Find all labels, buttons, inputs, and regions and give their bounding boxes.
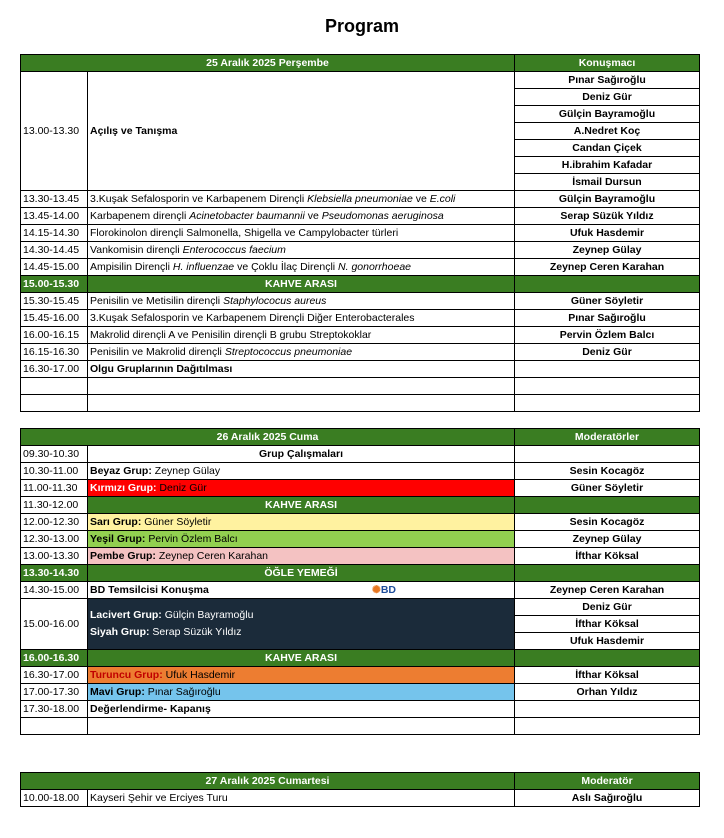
table-row bbox=[21, 599, 700, 616]
table-row bbox=[21, 790, 700, 807]
time-cell: 14.45-15.00 bbox=[21, 259, 88, 276]
time-cell: 12.30-13.00 bbox=[21, 531, 88, 548]
table-row bbox=[21, 582, 700, 599]
group-cell-blue: Mavi Grup: Pınar Sağıroğlu bbox=[88, 684, 515, 701]
time-cell: 17.30-18.00 bbox=[21, 701, 88, 718]
moderator-name: İfthar Köksal bbox=[515, 667, 700, 684]
moderator-name: Orhan Yıldız bbox=[515, 684, 700, 701]
moderator-name: Sesin Kocagöz bbox=[515, 514, 700, 531]
coffee-break-row bbox=[21, 497, 700, 514]
speaker-name: Serap Süzük Yıldız bbox=[515, 208, 700, 225]
time-cell: 16.15-16.30 bbox=[21, 344, 88, 361]
speaker-name: Deniz Gür bbox=[515, 89, 700, 106]
table-row bbox=[21, 684, 700, 701]
talk-title: Makrolid dirençli A ve Penisilin dirençli B grubu Streptokoklar bbox=[88, 327, 515, 344]
time-cell: 13.45-14.00 bbox=[21, 208, 88, 225]
table-row bbox=[21, 463, 700, 480]
table-row bbox=[21, 514, 700, 531]
time-cell: 14.30-15.00 bbox=[21, 582, 88, 599]
time-cell: 09.30-10.30 bbox=[21, 446, 88, 463]
talk-title: Ampisilin Dirençli H. influenzae ve Çoklu İlaç Dirençli N. gonorrhoeae bbox=[88, 259, 515, 276]
time-cell: 13.00-13.30 bbox=[21, 548, 88, 565]
group-cell-orange: Turuncu Grup: Ufuk Hasdemir bbox=[88, 667, 515, 684]
break-label: KAHVE ARASI bbox=[88, 650, 515, 667]
time-cell: 15.00-15.30 bbox=[21, 276, 88, 293]
moderator-name: Güner Söyletir bbox=[515, 480, 700, 497]
time-cell: 15.00-16.00 bbox=[21, 599, 88, 650]
speaker-name: Gülçin Bayramoğlu bbox=[515, 106, 700, 123]
lunch-row bbox=[21, 565, 700, 582]
table-row bbox=[21, 259, 700, 276]
moderator-name: İfthar Köksal bbox=[515, 548, 700, 565]
group-cell-red: Kırmızı Grup: Deniz Gür bbox=[88, 480, 515, 497]
day1-date-header: 25 Aralık 2025 Perşembe bbox=[21, 55, 515, 72]
speaker-column-header: Konuşmacı bbox=[515, 55, 700, 72]
time-cell: 13.00-13.30 bbox=[21, 72, 88, 191]
time-cell: 16.00-16.15 bbox=[21, 327, 88, 344]
moderator-name: Zeynep Ceren Karahan bbox=[515, 582, 700, 599]
time-cell: 15.30-15.45 bbox=[21, 293, 88, 310]
lunch-label: ÖĞLE YEMEĞİ bbox=[88, 565, 515, 582]
speaker-name: Ufuk Hasdemir bbox=[515, 225, 700, 242]
group-cell: Beyaz Grup: Zeynep Gülay bbox=[88, 463, 515, 480]
talk-title: Penisilin ve Metisilin dirençli Staphylococus aureus bbox=[88, 293, 515, 310]
moderator-column-header: Moderatörler bbox=[515, 429, 700, 446]
table-row bbox=[21, 310, 700, 327]
group-cell-yellow: Sarı Grup: Güner Söyletir bbox=[88, 514, 515, 531]
group-cell-navy: Lacivert Grup: Gülçin Bayramoğlu Siyah Grup: Serap Süzük Yıldız bbox=[88, 599, 515, 650]
coffee-break-row bbox=[21, 650, 700, 667]
day2-header-row bbox=[21, 429, 700, 446]
table-row bbox=[21, 446, 700, 463]
speaker-name: Zeynep Ceren Karahan bbox=[515, 259, 700, 276]
table-row bbox=[21, 701, 700, 718]
talk-title: 3.Kuşak Sefalosporin ve Karbapenem Dirençli Diğer Enterobacterales bbox=[88, 310, 515, 327]
time-cell: 17.00-17.30 bbox=[21, 684, 88, 701]
time-cell: 15.45-16.00 bbox=[21, 310, 88, 327]
day3-table bbox=[20, 772, 700, 807]
table-row bbox=[21, 344, 700, 361]
day2-date-header: 26 Aralık 2025 Cuma bbox=[21, 429, 515, 446]
speaker-name: Deniz Gür bbox=[515, 344, 700, 361]
speaker-name: A.Nedret Koç bbox=[515, 123, 700, 140]
talk-title: Florokinolon dirençli Salmonella, Shigella ve Campylobacter türleri bbox=[88, 225, 515, 242]
table-row bbox=[21, 242, 700, 259]
moderator-name: Ufuk Hasdemir bbox=[515, 633, 700, 650]
table-row bbox=[21, 208, 700, 225]
time-cell: 16.30-17.00 bbox=[21, 667, 88, 684]
moderator-name: İfthar Köksal bbox=[515, 616, 700, 633]
speaker-name: Güner Söyletir bbox=[515, 293, 700, 310]
day3-header-row bbox=[21, 773, 700, 790]
day1-header-row bbox=[21, 55, 700, 72]
page-title: Program bbox=[324, 16, 400, 36]
session-title: Olgu Gruplarının Dağıtılması bbox=[88, 361, 515, 378]
talk-title: Karbapenem dirençli Acinetobacter baumannii ve Pseudomonas aeruginosa bbox=[88, 208, 515, 225]
time-cell: 10.00-18.00 bbox=[21, 790, 88, 807]
table-row bbox=[21, 548, 700, 565]
session-cell: BD Temsilcisi Konuşma ✺BD bbox=[88, 582, 515, 599]
time-cell: 16.30-17.00 bbox=[21, 361, 88, 378]
session-title: Açılış ve Tanışma bbox=[88, 72, 515, 191]
time-cell: 13.30-14.30 bbox=[21, 565, 88, 582]
group-cell-pink: Pembe Grup: Zeynep Ceren Karahan bbox=[88, 548, 515, 565]
speaker-name: Pınar Sağıroğlu bbox=[515, 72, 700, 89]
speaker-name: H.ibrahim Kafadar bbox=[515, 157, 700, 174]
table-row bbox=[21, 327, 700, 344]
session-title: Değerlendirme- Kapanış bbox=[88, 701, 515, 718]
moderator-name: Sesin Kocagöz bbox=[515, 463, 700, 480]
day3-date-header: 27 Aralık 2025 Cumartesi bbox=[21, 773, 515, 790]
speaker-name: Pervin Özlem Balcı bbox=[515, 327, 700, 344]
time-cell: 13.30-13.45 bbox=[21, 191, 88, 208]
table-row bbox=[21, 361, 700, 378]
session-title: Grup Çalışmaları bbox=[88, 446, 515, 463]
break-label: KAHVE ARASI bbox=[88, 497, 515, 514]
table-row bbox=[21, 225, 700, 242]
speaker-name: Zeynep Gülay bbox=[515, 242, 700, 259]
table-row bbox=[21, 72, 700, 89]
table-row bbox=[21, 667, 700, 684]
day2-table bbox=[20, 428, 700, 735]
talk-title: Vankomisin dirençli Enterococcus faecium bbox=[88, 242, 515, 259]
time-cell: 12.00-12.30 bbox=[21, 514, 88, 531]
table-row bbox=[21, 480, 700, 497]
time-cell: 11.30-12.00 bbox=[21, 497, 88, 514]
talk-title: Penisilin ve Makrolid dirençli Streptococcus pneumoniae bbox=[88, 344, 515, 361]
bd-logo-icon: ✺BD bbox=[372, 583, 397, 596]
moderator-name: Zeynep Gülay bbox=[515, 531, 700, 548]
group-cell-green: Yeşil Grup: Pervin Özlem Balcı bbox=[88, 531, 515, 548]
speaker-name: Candan Çiçek bbox=[515, 140, 700, 157]
time-cell: 10.30-11.00 bbox=[21, 463, 88, 480]
session-title: Kayseri Şehir ve Erciyes Turu bbox=[88, 790, 515, 807]
table-row bbox=[21, 531, 700, 548]
speaker-name: Pınar Sağıroğlu bbox=[515, 310, 700, 327]
talk-title: 3.Kuşak Sefalosporin ve Karbapenem Dirençli Klebsiella pneumoniae ve E.coli bbox=[88, 191, 515, 208]
speaker-name: İsmail Dursun bbox=[515, 174, 700, 191]
time-cell: 14.15-14.30 bbox=[21, 225, 88, 242]
day1-table bbox=[20, 54, 700, 412]
table-row bbox=[21, 191, 700, 208]
moderator-column-header: Moderatör bbox=[515, 773, 700, 790]
table-row bbox=[21, 293, 700, 310]
speaker-name: Gülçin Bayramoğlu bbox=[515, 191, 700, 208]
moderator-name: Aslı Sağıroğlu bbox=[515, 790, 700, 807]
moderator-name: Deniz Gür bbox=[515, 599, 700, 616]
break-label: KAHVE ARASI bbox=[88, 276, 515, 293]
time-cell: 14.30-14.45 bbox=[21, 242, 88, 259]
time-cell: 16.00-16.30 bbox=[21, 650, 88, 667]
time-cell: 11.00-11.30 bbox=[21, 480, 88, 497]
coffee-break-row bbox=[21, 276, 700, 293]
